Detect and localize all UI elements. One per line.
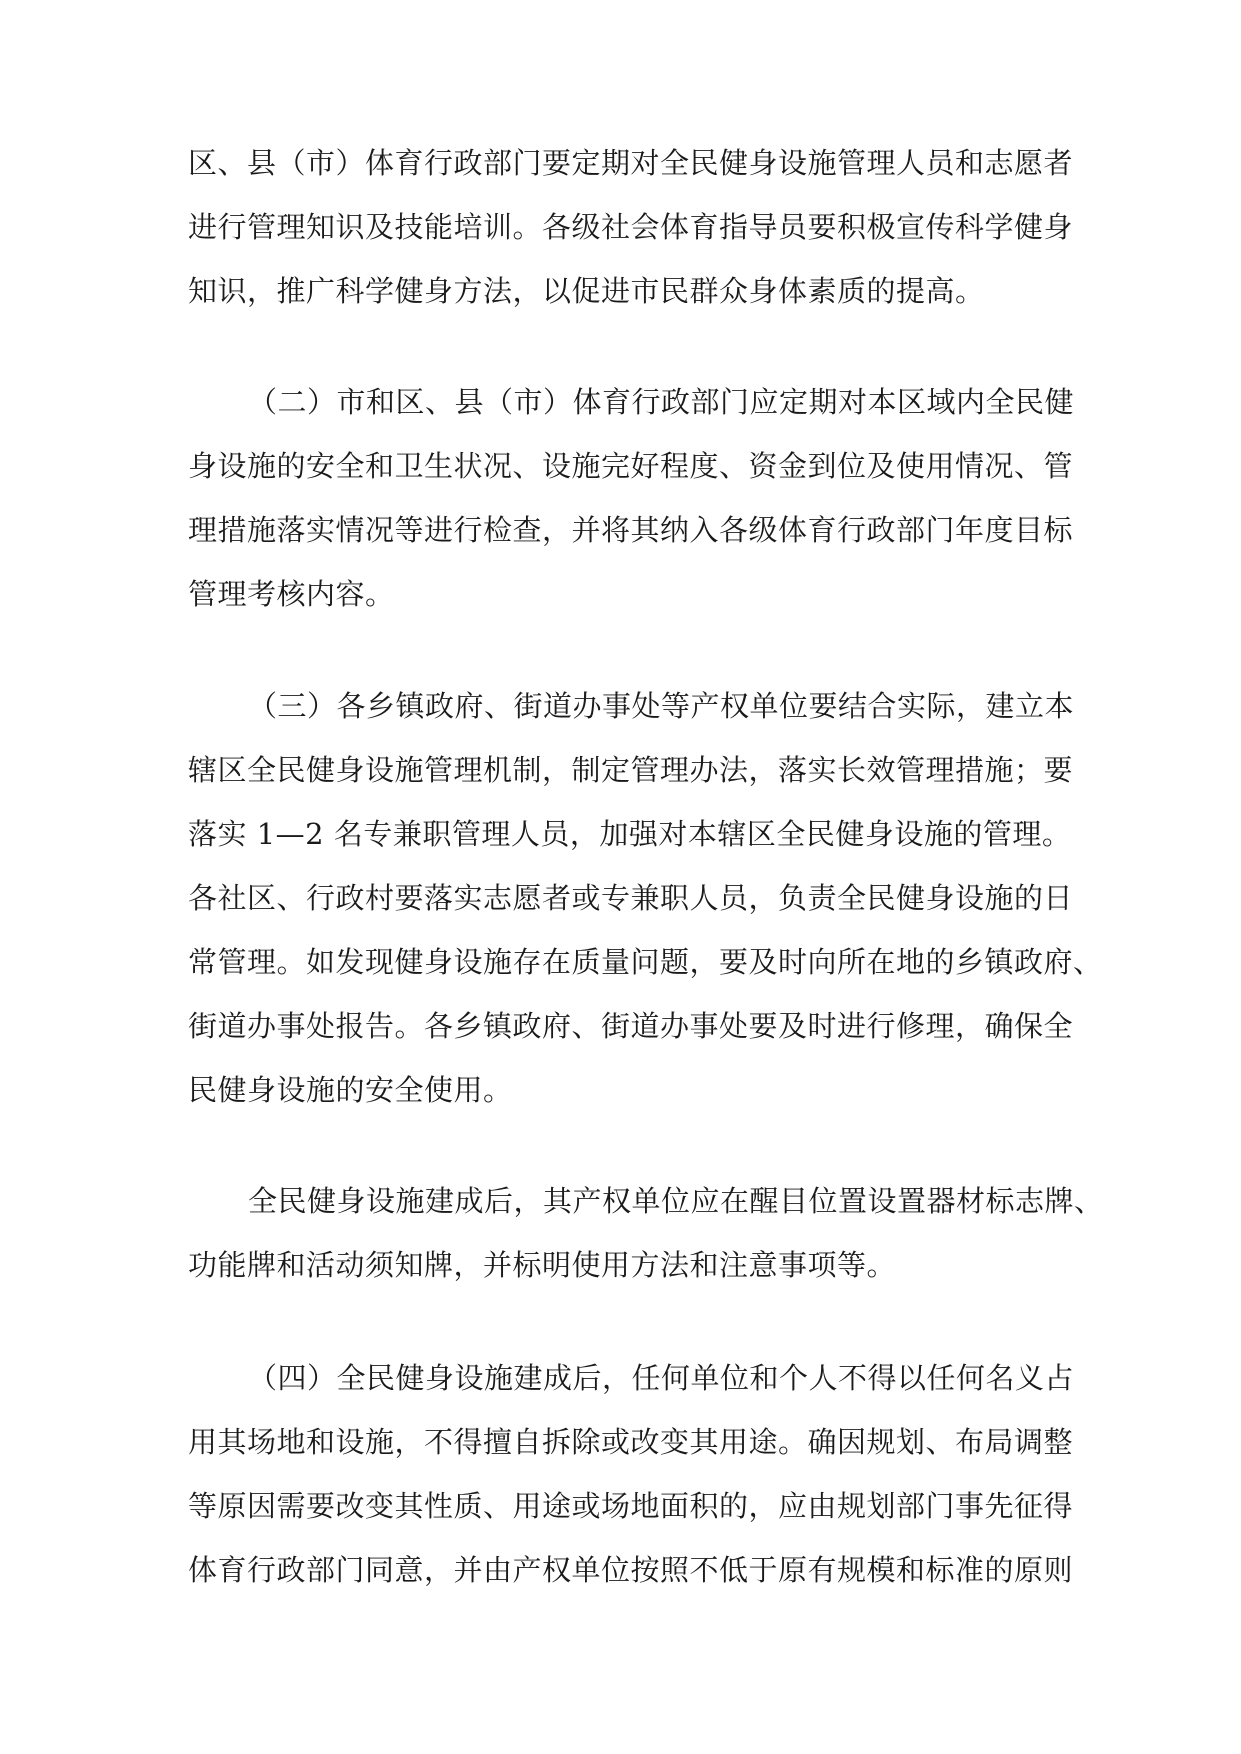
text-line: 民健身设施的安全使用。 [188, 1073, 513, 1107]
text-line: 辖区全民健身设施管理机制，制定管理办法，落实长效管理措施；要 [188, 753, 1074, 787]
text-line: 进行管理知识及技能培训。各级社会体育指导员要积极宣传科学健身 [188, 210, 1074, 244]
text-line: 全民健身设施建成后，其产权单位应在醒目位置设置器材标志牌、 [248, 1184, 1104, 1218]
text-line: 知识，推广科学健身方法，以促进市民群众身体素质的提高。 [188, 274, 985, 308]
text-line: 理措施落实情况等进行检查，并将其纳入各级体育行政部门年度目标 [188, 513, 1074, 547]
text-line: 常管理。如发现健身设施存在质量问题，要及时向所在地的乡镇政府、 [188, 945, 1103, 979]
text-line: 管理考核内容。 [188, 577, 395, 611]
text-line: 落实 1—2 名专兼职管理人员，加强对本辖区全民健身设施的管理。 [188, 817, 1072, 851]
text-line: 功能牌和活动须知牌，并标明使用方法和注意事项等。 [188, 1248, 897, 1282]
text-line: 等原因需要改变其性质、用途或场地面积的，应由规划部门事先征得 [188, 1489, 1074, 1523]
text-line: （三）各乡镇政府、街道办事处等产权单位要结合实际，建立本 [248, 689, 1075, 723]
text-line: 各社区、行政村要落实志愿者或专兼职人员，负责全民健身设施的日 [188, 881, 1074, 915]
text-line: 区、县（市）体育行政部门要定期对全民健身设施管理人员和志愿者 [188, 146, 1074, 180]
text-line: 用其场地和设施，不得擅自拆除或改变其用途。确因规划、布局调整 [188, 1425, 1074, 1459]
text-line: （二）市和区、县（市）体育行政部门应定期对本区域内全民健 [248, 385, 1075, 419]
text-line: 身设施的安全和卫生状况、设施完好程度、资金到位及使用情况、管 [188, 449, 1074, 483]
text-line: （四）全民健身设施建成后，任何单位和个人不得以任何名义占 [248, 1361, 1075, 1395]
text-line: 街道办事处报告。各乡镇政府、街道办事处要及时进行修理，确保全 [188, 1009, 1074, 1043]
text-line: 体育行政部门同意，并由产权单位按照不低于原有规模和标准的原则 [188, 1553, 1074, 1587]
